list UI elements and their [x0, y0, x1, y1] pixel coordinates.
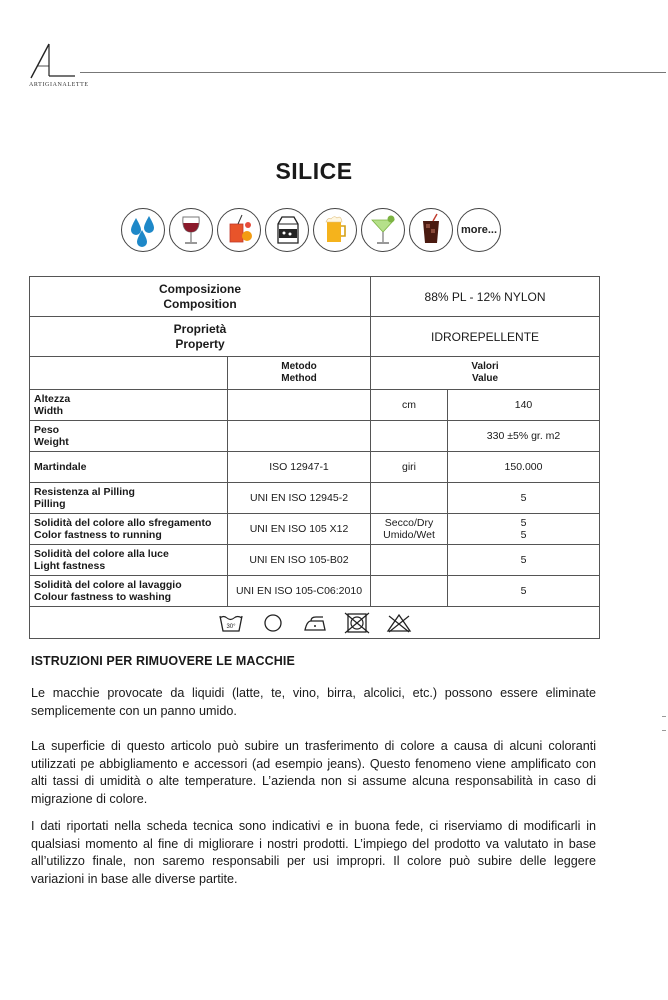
row-unit: Secco/Dry Umido/Wet [371, 514, 448, 545]
wine-glass-icon [169, 208, 213, 252]
row-label: Resistenza al Pilling Pilling [30, 483, 228, 514]
logo-text: ARTIGIANALETTE [29, 82, 89, 88]
row-value: 140 [448, 390, 600, 421]
edge-mark [662, 716, 666, 717]
row-unit [371, 421, 448, 452]
row-label: Altezza Width [30, 390, 228, 421]
table-header-row [30, 357, 600, 390]
row-unit [371, 576, 448, 607]
no-tumble-dry-icon [343, 612, 371, 634]
table-row [30, 576, 600, 607]
composition-row [30, 277, 600, 317]
table-row [30, 452, 600, 483]
table-row [30, 483, 600, 514]
table-row [30, 545, 600, 576]
beer-icon [313, 208, 357, 252]
instructions-paragraph: Le macchie provocate da liquidi (latte, te, vino, birra, alcolici, etc.) possono essere eliminate semplicemente con un panno umido. [31, 686, 596, 718]
care-symbols-cell [30, 607, 600, 639]
row-label: Martindale [30, 452, 228, 483]
instructions-paragraph: La superficie di questo articolo può subire un trasferimento di colore a causa di alcuni coloranti utilizzati pe abbigliamento e accessori (ad esempio jeans). Questo fenomeno viene amplificato con alti tassi di umidità o alte temperature. L’azienda non si assume alcuna responsabilità in caso di migrazione di colore. [31, 739, 596, 807]
composition-value: 88% PL - 12% NYLON [371, 277, 600, 317]
juice-icon [217, 208, 261, 252]
row-unit [371, 545, 448, 576]
row-unit: giri [371, 452, 448, 483]
cocktail-icon [361, 208, 405, 252]
row-method [228, 421, 371, 452]
care-symbols-row [30, 607, 600, 639]
wash-temp-label: 30° [225, 623, 236, 630]
brand-logo [29, 40, 89, 92]
table-row [30, 390, 600, 421]
row-method: UNI EN ISO 12945-2 [228, 483, 371, 514]
header-empty-cell [30, 357, 228, 390]
stain-icons-row [121, 208, 501, 252]
table-row [30, 421, 600, 452]
property-row [30, 317, 600, 357]
row-method: UNI EN ISO 105-B02 [228, 545, 371, 576]
logo-mark-icon [29, 40, 79, 80]
instructions-title: ISTRUZIONI PER RIMUOVERE LE MACCHIE [31, 654, 295, 668]
row-value: 330 ±5% gr. m2 [448, 421, 600, 452]
row-label: Solidità del colore al lavaggio Colour fastness to washing [30, 576, 228, 607]
header-rule [80, 72, 666, 73]
spec-table [29, 276, 600, 639]
milk-carton-icon [265, 208, 309, 252]
row-unit [371, 483, 448, 514]
property-label: Proprietà Property [30, 317, 371, 357]
instructions-paragraph: I dati riportati nella scheda tecnica sono indicativi e in buona fede, ci riserviamo di modificarli in qualsiasi momento al fine di migliorare i nostri prodotti. L’impiego del prodotto va valutato in base all’utilizzo finale, non saremo responsabili per usi impropri. Il colore può subire delle leggere variazioni in base alle diverse partite. [31, 819, 596, 887]
more-button[interactable]: more... [457, 208, 501, 252]
method-header: Metodo Method [228, 357, 371, 390]
cola-icon [409, 208, 453, 252]
iron-low-icon [301, 612, 329, 634]
row-method: ISO 12947-1 [228, 452, 371, 483]
row-value: 5 [448, 576, 600, 607]
row-label: Solidità del colore alla luce Light fastness [30, 545, 228, 576]
product-title: SILICE [275, 158, 353, 184]
wash-30-icon [217, 612, 245, 634]
edge-mark [662, 730, 666, 731]
property-value: IDROREPELLENTE [371, 317, 600, 357]
row-label: Peso Weight [30, 421, 228, 452]
values-header: Valori Value [371, 357, 600, 390]
row-value: 150.000 [448, 452, 600, 483]
no-bleach-icon [385, 612, 413, 634]
water-drops-icon [121, 208, 165, 252]
row-method: UNI EN ISO 105 X12 [228, 514, 371, 545]
row-label: Solidità del colore allo sfregamento Color fastness to running [30, 514, 228, 545]
dry-clean-icon [259, 612, 287, 634]
row-method: UNI EN ISO 105-C06:2010 [228, 576, 371, 607]
row-method [228, 390, 371, 421]
row-unit: cm [371, 390, 448, 421]
row-value: 5 5 [448, 514, 600, 545]
row-value: 5 [448, 483, 600, 514]
row-value: 5 [448, 545, 600, 576]
composition-label: Composizione Composition [30, 277, 371, 317]
table-row [30, 514, 600, 545]
